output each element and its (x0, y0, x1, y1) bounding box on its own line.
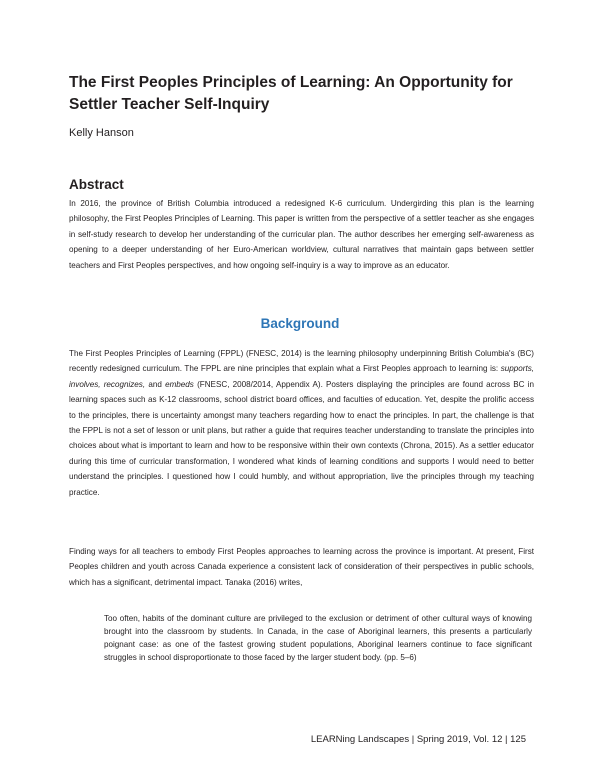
background-paragraph-2: Finding ways for all teachers to embody First Peoples approaches to learning across the province is important. At present, First Peoples children and youth across Canada experience a consistent lack of consideration of their perspectives in public schools, which has a significant, detrimental impact. Tanaka (2016) writes, (69, 547, 534, 587)
p1-text-after: (FNESC, 2008/2014, Appendix A). Posters displaying the principles are found across BC in learning spaces such as K-12 classrooms, school district board offices, and faculties of education. Yet, despite the prolific access to the principles, there is uncertainty amongst many teachers regarding how to enact the principles. In part, the challenge is that the FPPL is not a set of lesson or unit plans, but rather a guide that requires teacher understanding to translate the principles into choices about what is important to learn and how to be responsive within their own contexts (Chrona, 2015). As a settler educator during this time of curricular transformation, I wondered what kinds of learning conditions and supports I would need to better understand the principles. I questioned how I could humbly, and without appropriation, live the principles through my teaching practice. (69, 379, 534, 497)
p1-italic-terms: supports, involves, recognizes, (69, 364, 534, 389)
p1-and: and (145, 379, 166, 389)
p1-italic-embeds: embeds (165, 379, 194, 389)
block-quote: Too often, habits of the dominant culture are privileged to the exclusion or detriment of other cultural ways of knowing brought into the classroom by students. In Canada, in the case of Aboriginal learners, this presents a particularly poignant case: as one of the fastest growing student populations, Aboriginal learners continue to face significant struggles in school disproportionate to those faced by the larger student body. (pp. 5–6) (104, 614, 532, 662)
author-name: Kelly Hanson (69, 127, 134, 139)
background-heading: Background (260, 316, 340, 331)
p1-text-before: The First Peoples Principles of Learning (FPPL) (FNESC, 2014) is the learning philosophy underpinning British Columbia's (BC) recently redesigned curriculum. The FPPL are nine principles that explain what a First Peoples approach to learning is: (69, 349, 534, 374)
page-footer: LEARNing Landscapes | Spring 2019, Vol. 12 | 125 (310, 734, 526, 745)
background-paragraph-1 (69, 346, 534, 500)
abstract-heading: Abstract (69, 177, 124, 192)
abstract-text: In 2016, the province of British Columbia introduced a redesigned K-6 curriculum. Undergirding this plan is the learning philosophy, the First Peoples Principles of Learning. This paper is written from the perspective of a settler teacher as she engages in self-study research to develop her understanding of the curricular plan. The author describes her emerging self-awareness as opening to a deeper understanding of her Euro-American worldview, cultural narratives that maintain gaps between settler teachers and First Peoples perspectives, and how ongoing self-inquiry is a way to improve as an educator. (69, 199, 534, 270)
article-title: The First Peoples Principles of Learning: An Opportunity for Settler Teacher Self-Inquiry (69, 74, 513, 113)
